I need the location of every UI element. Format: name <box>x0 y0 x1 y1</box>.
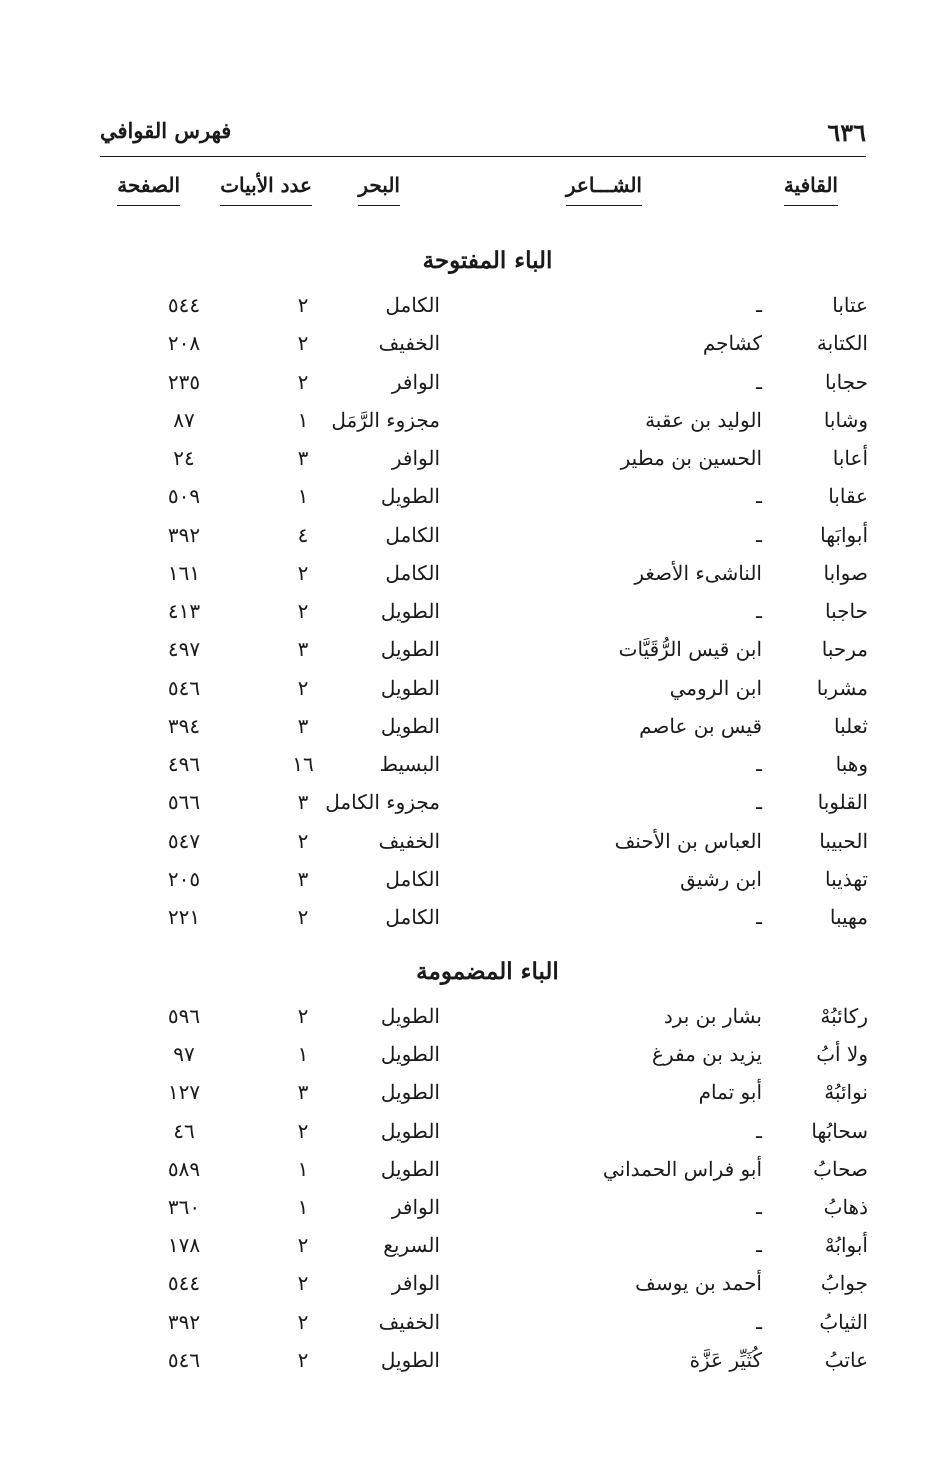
poet-cell: الحسين بن مطير <box>620 446 762 470</box>
verse-count-cell: ٢ <box>297 675 309 700</box>
page-ref-cell: ٣٦٠ <box>167 1195 201 1219</box>
qafiya-cell: الحبيبا <box>819 828 868 853</box>
table-row <box>0 790 950 828</box>
bahr-cell: الكامل <box>385 866 440 891</box>
poet-cell: ابن قيس الرُّقَيَّات <box>618 637 762 662</box>
bahr-cell: الكامل <box>385 905 440 929</box>
poet-cell: ـ <box>756 905 762 929</box>
column-header-qafiya-label: القافية <box>783 173 838 197</box>
qafiya-cell: أبوابَها <box>820 522 868 547</box>
table-row <box>0 446 950 484</box>
poet-cell: أبو تمام <box>698 1080 762 1105</box>
verse-count-cell: ٣ <box>297 866 309 891</box>
verse-count-cell: ٢ <box>297 828 309 853</box>
qafiya-cell: سحابُها <box>811 1118 868 1143</box>
poet-cell: ـ <box>756 484 762 509</box>
qafiya-cell: الكتابة <box>816 331 868 356</box>
verse-count-cell: ١ <box>297 484 309 509</box>
column-header-underline <box>784 205 838 206</box>
poet-cell: أحمد بن يوسف <box>635 1271 762 1296</box>
bahr-cell: الخفيف <box>378 828 440 853</box>
bahr-cell: البسيط <box>379 752 440 776</box>
qafiya-cell: ذهابُ <box>823 1195 868 1219</box>
qafiya-cell: الثيابُ <box>819 1309 868 1334</box>
verse-count-cell: ١٦ <box>292 752 314 776</box>
poet-cell: ـ <box>756 1118 762 1143</box>
bahr-cell: مجزوء الرَّمَل <box>331 407 440 432</box>
table-row <box>0 1157 950 1195</box>
verse-count-cell: ٣ <box>297 713 309 738</box>
verse-count-cell: ٢ <box>297 293 309 317</box>
poet-cell: ابن رشيق <box>680 866 762 891</box>
verse-count-cell: ٣ <box>297 446 309 470</box>
column-header-qafiya <box>784 173 838 206</box>
qafiya-cell: مرحبا <box>821 637 868 662</box>
qafiya-cell: وهبا <box>835 752 868 776</box>
bahr-cell: الطويل <box>380 1042 440 1067</box>
qafiya-cell: حاجبا <box>825 599 868 623</box>
verse-count-cell: ٢ <box>297 1233 309 1258</box>
table-row <box>0 293 950 331</box>
qafiya-cell: ولا أبُ <box>816 1042 868 1067</box>
poet-cell: ابن الرومي <box>669 675 762 700</box>
column-header-bahr <box>358 173 400 206</box>
header-rule <box>100 156 866 157</box>
page-ref-cell: ٢٠٥ <box>167 866 201 891</box>
page-ref-cell: ٥٨٩ <box>167 1156 201 1181</box>
qafiya-cell: عاتبُ <box>824 1347 868 1372</box>
poet-cell: ـ <box>756 1195 762 1219</box>
verse-count-cell: ٢ <box>297 1271 309 1296</box>
column-header-underline <box>117 205 180 206</box>
column-header-underline <box>220 205 312 206</box>
bahr-cell: الطويل <box>380 599 440 623</box>
table-row <box>0 1348 950 1386</box>
poet-cell: ـ <box>756 752 762 776</box>
column-header-underline <box>566 205 642 206</box>
page-ref-cell: ٣٩٢ <box>167 1309 201 1334</box>
page-ref-cell: ٢٣٥ <box>167 369 201 394</box>
table-row <box>0 867 950 905</box>
bahr-cell: الكامل <box>385 522 440 547</box>
poet-cell: كشاجم <box>702 331 762 356</box>
bahr-cell: الطويل <box>380 484 440 509</box>
page-ref-cell: ٥٤٧ <box>167 828 201 853</box>
table-row <box>0 484 950 522</box>
qafiya-cell: أعابا <box>832 446 868 470</box>
qafiya-cell: عقابا <box>828 484 868 509</box>
poet-cell: يزيد بن مفرغ <box>652 1042 762 1067</box>
table-row <box>0 714 950 752</box>
qafiya-cell: أبوابُهْ <box>824 1233 868 1258</box>
poet-cell: ـ <box>756 1309 762 1334</box>
qafiya-cell: حجابا <box>824 369 868 394</box>
qafiya-cell: مهيبا <box>829 905 868 929</box>
page-ref-cell: ٣٩٤ <box>167 713 201 738</box>
page-ref-cell: ٤٦ <box>173 1118 195 1143</box>
page-ref-cell: ٥٦٦ <box>167 790 201 815</box>
page-ref-cell: ١٢٧ <box>167 1080 201 1105</box>
page-ref-cell: ٢٢١ <box>167 905 201 929</box>
table-row <box>0 331 950 369</box>
verse-count-cell: ٢ <box>297 1347 309 1372</box>
verse-count-cell: ٣ <box>297 790 309 815</box>
bahr-cell: الطويل <box>380 637 440 662</box>
poet-cell: ـ <box>756 293 762 317</box>
column-header-bahr-label: البحر <box>358 173 400 197</box>
bahr-cell: الوافر <box>391 1271 440 1296</box>
verse-count-cell: ٢ <box>297 560 309 585</box>
table-row <box>0 523 950 561</box>
table-row <box>0 408 950 446</box>
verse-count-cell: ٣ <box>297 1080 309 1105</box>
poet-cell: ـ <box>756 1233 762 1258</box>
verse-count-cell: ٢ <box>297 369 309 394</box>
page-ref-cell: ٥٤٤ <box>167 1271 201 1296</box>
poet-cell: بشار بن برد <box>663 1004 762 1028</box>
page-ref-cell: ٩٧ <box>173 1042 195 1067</box>
verse-count-cell: ٢ <box>297 905 309 929</box>
column-header-page-label: الصفحة <box>117 173 180 197</box>
column-header-count <box>220 173 312 206</box>
table-row <box>0 1310 950 1348</box>
bahr-cell: السريع <box>383 1233 440 1258</box>
column-header-underline <box>358 205 400 206</box>
page-ref-cell: ٥٩٦ <box>167 1004 201 1028</box>
section-title: الباء المضمومة <box>416 958 559 985</box>
bahr-cell: الوافر <box>391 1195 440 1219</box>
verse-count-cell: ١ <box>297 1042 309 1067</box>
verse-count-cell: ١ <box>297 407 309 432</box>
poet-cell: ـ <box>756 522 762 547</box>
page-ref-cell: ٥٤٦ <box>167 675 201 700</box>
verse-count-cell: ٢ <box>297 1004 309 1028</box>
page-ref-cell: ٥٤٦ <box>167 1347 201 1372</box>
table-row <box>0 1042 950 1080</box>
bahr-cell: الطويل <box>380 675 440 700</box>
page-ref-cell: ٢٤ <box>173 446 195 470</box>
bahr-cell: الطويل <box>380 1080 440 1105</box>
bahr-cell: الكامل <box>385 293 440 317</box>
table-row <box>0 1004 950 1042</box>
poet-cell: كُثَيِّر عَزَّة <box>689 1347 762 1372</box>
poet-cell: أبو فراس الحمداني <box>602 1156 762 1181</box>
page-ref-cell: ١٦١ <box>167 560 201 585</box>
poet-cell: ـ <box>756 599 762 623</box>
qafiya-cell: عتابا <box>832 293 868 317</box>
page-ref-cell: ١٧٨ <box>167 1233 201 1258</box>
table-row <box>0 1233 950 1271</box>
qafiya-cell: وشابا <box>823 407 868 432</box>
page-ref-cell: ٥٤٤ <box>167 293 201 317</box>
table-row <box>0 1119 950 1157</box>
page-ref-cell: ٨٧ <box>173 407 195 432</box>
qafiya-cell: ثعلبا <box>834 713 868 738</box>
qafiya-cell: نوائبُهْ <box>824 1080 868 1105</box>
qafiya-cell: صوابا <box>823 560 868 585</box>
bahr-cell: الخفيف <box>378 1309 440 1334</box>
qafiya-cell: جوابُ <box>820 1271 868 1296</box>
verse-count-cell: ٢ <box>297 599 309 623</box>
verse-count-cell: ٤ <box>297 522 309 547</box>
qafiya-cell: مشربا <box>816 675 868 700</box>
page-ref-cell: ٤١٣ <box>167 599 201 623</box>
page-ref-cell: ٤٩٦ <box>167 752 201 776</box>
table-row <box>0 829 950 867</box>
verse-count-cell: ١ <box>297 1195 309 1219</box>
bahr-cell: الوافر <box>391 369 440 394</box>
column-header-count-label: عدد الأبيات <box>220 173 312 197</box>
table-row <box>0 370 950 408</box>
bahr-cell: الخفيف <box>378 331 440 356</box>
column-header-poet <box>566 173 642 206</box>
qafiya-cell: صحابُ <box>813 1156 868 1181</box>
table-row <box>0 1271 950 1309</box>
table-row <box>0 561 950 599</box>
section-title: الباء المفتوحة <box>422 247 553 274</box>
poet-cell: ـ <box>756 369 762 394</box>
bahr-cell: الطويل <box>380 1347 440 1372</box>
bahr-cell: الكامل <box>385 560 440 585</box>
table-row <box>0 676 950 714</box>
poet-cell: ـ <box>756 790 762 815</box>
table-row <box>0 1080 950 1118</box>
bahr-cell: الطويل <box>380 713 440 738</box>
bahr-cell: الوافر <box>391 446 440 470</box>
qafiya-cell: ركائبُهْ <box>820 1004 868 1028</box>
table-row <box>0 1195 950 1233</box>
page-ref-cell: ٥٠٩ <box>167 484 201 509</box>
page-ref-cell: ٣٩٢ <box>167 522 201 547</box>
running-title: فهرس القوافي <box>100 118 232 143</box>
verse-count-cell: ١ <box>297 1156 309 1181</box>
table-row <box>0 752 950 790</box>
table-row <box>0 599 950 637</box>
table-row <box>0 637 950 675</box>
verse-count-cell: ٢ <box>297 1309 309 1334</box>
bahr-cell: مجزوء الكامل <box>325 790 440 815</box>
poet-cell: العباس بن الأحنف <box>614 828 762 853</box>
poet-cell: قيس بن عاصم <box>639 713 762 738</box>
page-ref-cell: ٢٠٨ <box>167 331 201 356</box>
qafiya-cell: القلوبا <box>817 790 868 815</box>
bahr-cell: الطويل <box>380 1156 440 1181</box>
bahr-cell: الطويل <box>380 1118 440 1143</box>
column-header-page <box>117 173 180 206</box>
poet-cell: الوليد بن عقبة <box>645 407 762 432</box>
verse-count-cell: ٢ <box>297 1118 309 1143</box>
verse-count-cell: ٣ <box>297 637 309 662</box>
qafiya-cell: تهذيبا <box>825 866 868 891</box>
verse-count-cell: ٢ <box>297 331 309 356</box>
poet-cell: الناشىء الأصغر <box>634 560 762 585</box>
column-header-poet-label: الشـــاعر <box>565 173 642 197</box>
page-ref-cell: ٤٩٧ <box>167 637 201 662</box>
table-row <box>0 905 950 943</box>
page-number: ٦٣٦ <box>827 118 866 147</box>
bahr-cell: الطويل <box>380 1004 440 1028</box>
